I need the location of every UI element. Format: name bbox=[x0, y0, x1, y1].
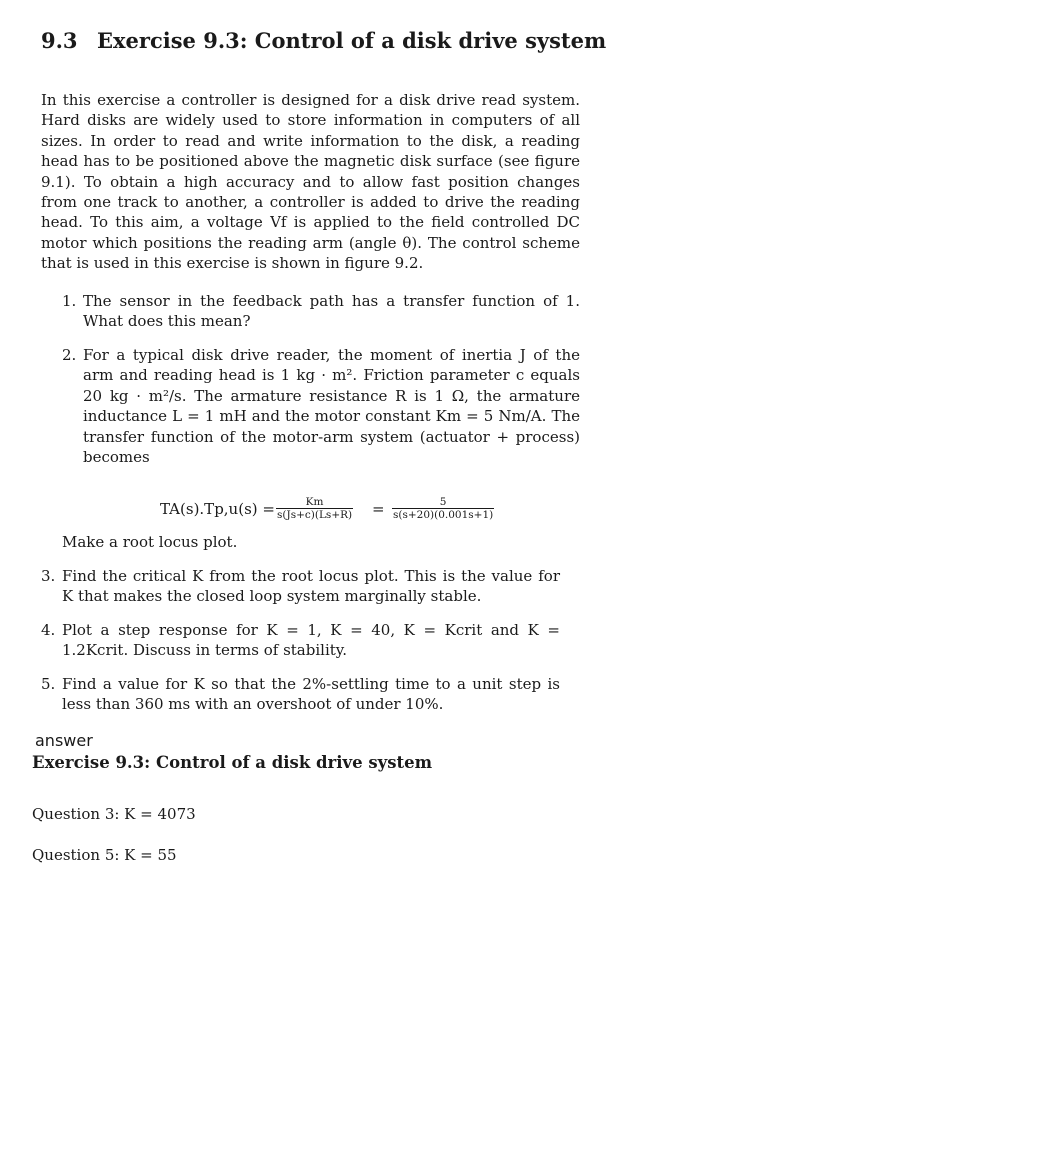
question-text: Find a value for K so that the 2%-settling time to a unit step is less than 360 ms with an overshoot of under 10%. bbox=[62, 675, 560, 714]
question-number: 4. bbox=[41, 621, 56, 639]
question-text: Find the critical K from the root locus plot. This is the value for K that makes the closed loop system marginally stable. bbox=[62, 567, 560, 606]
fraction-denominator: s(Js+c)(Ls+R) bbox=[277, 509, 353, 521]
question-number: 1. bbox=[62, 292, 77, 310]
equation-equals: = bbox=[372, 500, 385, 518]
question-text: Plot a step response for K = 1, K = 40, K = Kcrit and K = 1.2Kcrit. Discuss in terms of stability. bbox=[62, 621, 560, 660]
answer-heading: Exercise 9.3: Control of a disk drive system bbox=[32, 753, 433, 772]
question-text: For a typical disk drive reader, the moment of inertia J of the arm and reading head is 1 kg · m². Friction parameter c equals 20 kg · m²/s. The armature resistance R is 1 Ω, the armature inductance L = 1 mH and the motor constant Km = 5 Nm/A. The transfer function of the motor-arm system (actuator + process) becomes bbox=[83, 346, 580, 467]
section-number: 9.3 bbox=[41, 28, 78, 53]
question-5 bbox=[41, 674, 560, 715]
answer-question-5: Question 5: K = 55 bbox=[32, 846, 177, 864]
fraction-numerator: 5 bbox=[439, 496, 447, 508]
answer-question-3: Question 3: K = 4073 bbox=[32, 805, 196, 823]
intro-paragraph: In this exercise a controller is designed for a disk drive read system. Hard disks are widely used to store information in computers of all sizes. In order to read and write information to the disk, a reading head has to be positioned above the magnetic disk surface (see figure 9.1). To obtain a high accuracy and to allow fast position changes from one track to another, a controller is added to drive the reading head. To this aim, a voltage Vf is applied to the field controlled DC motor which positions the reading arm (angle θ). The control scheme that is used in this exercise is shown in figure 9.2. bbox=[41, 91, 580, 273]
question-number: 2. bbox=[62, 346, 77, 364]
equation-fraction-1 bbox=[276, 497, 353, 521]
question-4 bbox=[41, 620, 560, 661]
equation-fraction-2 bbox=[392, 497, 494, 521]
section-title bbox=[41, 28, 606, 53]
question-text: The sensor in the feedback path has a transfer function of 1. What does this mean? bbox=[83, 292, 580, 331]
section-title-text: Exercise 9.3: Control of a disk drive system bbox=[97, 28, 607, 53]
answer-label: answer bbox=[35, 731, 93, 750]
root-locus-instruction: Make a root locus plot. bbox=[62, 533, 238, 551]
question-number: 3. bbox=[41, 567, 56, 585]
question-number: 5. bbox=[41, 675, 56, 693]
fraction-numerator: Km bbox=[305, 496, 324, 508]
question-3 bbox=[41, 566, 560, 607]
question-1 bbox=[62, 291, 580, 332]
question-2 bbox=[62, 345, 580, 467]
fraction-denominator: s(s+20)(0.001s+1) bbox=[393, 509, 494, 521]
equation-lhs: TA(s).Tp,u(s) = bbox=[160, 500, 275, 518]
